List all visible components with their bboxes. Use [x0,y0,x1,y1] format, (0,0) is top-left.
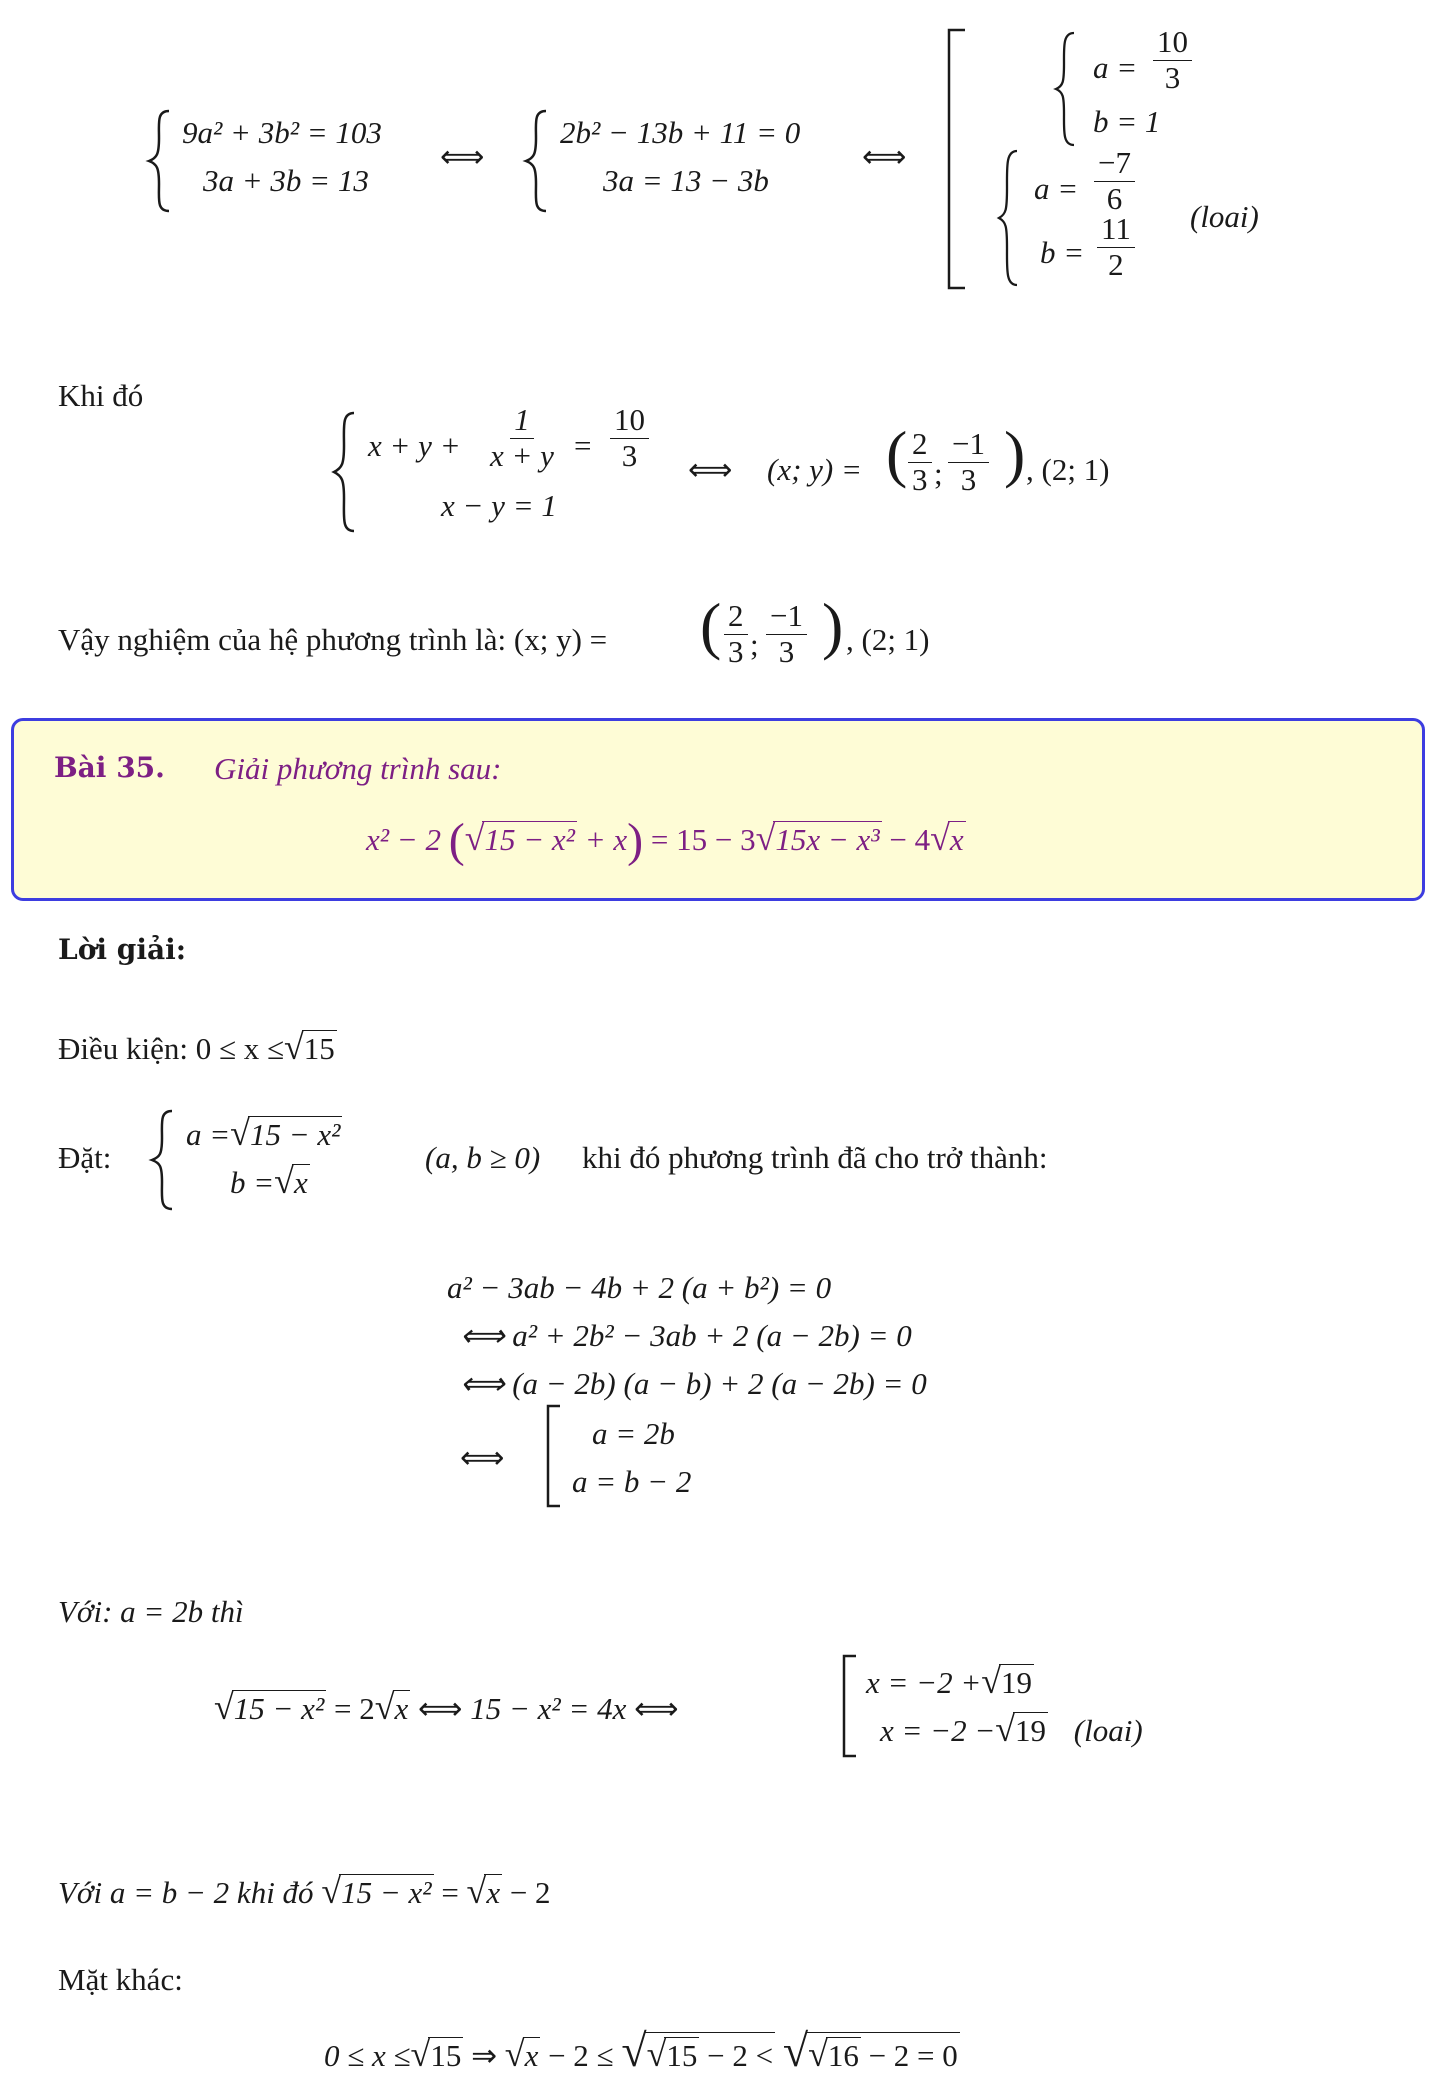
sqrt-icon: √ [782,2025,809,2076]
semicolon: ; [750,627,759,662]
case-a-eq-2b: a = 2b [592,1416,675,1451]
final-sqrt1: 15 [430,2038,462,2073]
fraction-denominator: 3 [1164,59,1181,95]
left-brace-icon [522,108,552,214]
eq-part2: + x [584,822,628,857]
sqrt-icon: √ [808,2034,828,2074]
system1-eq2: 3a + 3b = 13 [203,163,369,198]
khido-eq1-prefix: x + y + [368,428,461,463]
sqrt-icon: √ [230,1113,250,1153]
dat-a-sqrt: 15 − x² [249,1117,341,1152]
final-outer1 [645,2032,775,2075]
paren-right: ) [627,814,644,867]
case1-sol2-sqrt: 19 [1015,1713,1047,1748]
fraction-numerator: 2 [908,428,932,463]
sol2-b-lhs: b = [1040,235,1085,270]
final-sqrt2: x [524,2038,539,2073]
case1-sol1 [866,1660,1034,1702]
condition-label: Điều kiện: 0 ≤ x ≤ [58,1031,285,1066]
khi-do-label: Khi đó [58,378,144,413]
sqrt-icon: √ [981,1661,1002,1701]
conclusion-frac1 [724,600,748,668]
khido-eq1-equals: = [574,428,592,463]
sol1-a-fraction [1153,26,1192,94]
dat-a-lhs: a = [186,1117,231,1152]
eq-sqrt3: x [949,822,964,857]
conclusion-frac2 [766,600,807,668]
paren-left: ( [448,814,465,867]
fraction-numerator: 10 [610,404,649,439]
sqrt-icon: √ [410,2034,431,2074]
paren-right: ) [1004,418,1026,489]
eq-part3: = 15 − 3 [650,822,756,857]
left-brace-icon [1052,30,1078,148]
fraction-numerator: 1 [510,404,534,439]
mat-khac-label: Mặt khác: [58,1962,183,1997]
paren-left: ( [700,590,722,661]
case1-equation [214,1686,679,1728]
iff-symbol: ⟺ [634,1691,679,1726]
case2-sqrt2: x [486,1875,501,1910]
final-sqrt3: 15 [666,2038,698,2073]
case2-label: Với a = b − 2 khi đó [58,1875,314,1910]
system2-eq1: 2b² − 13b + 11 = 0 [560,115,801,150]
khido-eq1-fraction [486,404,558,472]
dat-a [186,1112,342,1154]
khido-frac1 [908,428,932,496]
sol1-a-lhs: a = [1093,50,1138,85]
sol2-a-fraction [1094,147,1135,215]
fraction-numerator: 10 [1153,26,1192,61]
case1-sol1-pre: x = −2 + [866,1665,982,1700]
dat-condition: (a, b ≥ 0) [425,1140,541,1175]
fraction-denominator: 3 [778,633,795,669]
dat-b-lhs: b = [230,1165,275,1200]
left-bracket-icon [544,1404,564,1508]
dat-b [230,1160,310,1202]
case1-label: Với: a = 2b thì [58,1594,244,1629]
final-tail: − 2 = 0 [868,2038,958,2073]
dat-suffix: khi đó phương trình đã cho trở thành: [582,1140,1048,1175]
fraction-denominator: 3 [621,437,638,473]
derivation-line1: a² − 3ab − 4b + 2 (a + b²) = 0 [447,1270,832,1305]
loai-note: (loai) [1190,199,1259,234]
dat-label: Đặt: [58,1140,112,1175]
sqrt-icon: √ [995,1709,1016,1749]
left-brace-icon [995,148,1021,288]
condition-sqrt: 15 [303,1031,335,1066]
iff-symbol: ⟺ [418,1691,463,1726]
iff-symbol: ⟺ [460,1440,505,1475]
problem-equation [366,813,966,868]
system1-eq1: 9a² + 3b² = 103 [182,115,382,150]
case1-loai: (loai) [1073,1713,1143,1748]
paren-left: ( [886,418,908,489]
khido-result-prefix: (x; y) = [767,452,862,487]
case1-sol1-sqrt: 19 [1001,1665,1033,1700]
fraction-denominator: 2 [1108,246,1124,282]
case1-sol2-pre: x = −2 − [880,1713,996,1748]
conclusion-text: Vậy nghiệm của hệ phương trình là: (x; y) = [58,622,608,657]
semicolon: ; [934,456,943,491]
derivation-line2: ⟺ a² + 2b² − 3ab + 2 (a − 2b) = 0 [460,1318,912,1353]
iff-symbol: ⟺ [440,139,485,174]
case1-mid: = 2 [334,1691,375,1726]
case1-sol2 [880,1708,1143,1750]
condition [58,1026,337,1068]
sqrt-icon: √ [214,1687,234,1727]
sqrt-icon: √ [274,1161,294,1201]
case1-iff: 15 − x² = 4x [470,1691,627,1726]
system2-eq2: 3a = 13 − 3b [603,163,769,198]
eq-sqrt2: 15x − x³ [775,822,880,857]
khido-result-suffix: , (2; 1) [1026,452,1110,487]
sqrt-icon: √ [466,1871,487,1911]
final-arrow: ⇒ [471,2038,498,2073]
case1-sqrt2: x [394,1691,409,1726]
case2-tail: − 2 [509,1875,551,1910]
eq-sqrt1: 15 − x² [484,822,575,857]
sqrt-icon: √ [755,818,776,858]
dat-b-sqrt: x [293,1165,308,1200]
problem-prompt: Giải phương trình sau: [214,751,502,786]
sqrt-icon: √ [321,1871,342,1911]
fraction-denominator: 3 [960,461,977,497]
final-inequality [324,2024,960,2077]
final-mid: − 2 ≤ [548,2038,614,2073]
case-a-eq-b-minus-2: a = b − 2 [572,1464,692,1499]
sqrt-icon: √ [930,818,950,858]
left-brace-icon [330,410,360,534]
fraction-numerator: −7 [1094,147,1135,182]
fraction-denominator: x + y [490,437,554,473]
problem-box [11,718,1425,901]
solution-heading: Lời giải: [58,933,187,966]
khido-frac2 [948,428,989,496]
left-bracket-icon [945,28,969,290]
sqrt-icon: √ [284,1027,304,1067]
fraction-numerator: −1 [948,428,989,463]
case2-sqrt: 15 − x² [341,1875,432,1910]
final-pre: 0 ≤ x ≤ [324,2038,411,2073]
fraction-numerator: 11 [1097,213,1135,248]
sqrt-icon: √ [504,2034,525,2074]
khido-eq1-rhs [610,404,649,472]
left-brace-icon [148,1108,178,1212]
paren-right: ) [822,590,844,661]
fraction-numerator: −1 [766,600,807,635]
sol2-a-lhs: a = [1034,171,1079,206]
case2-eq: = [441,1875,459,1910]
sol2-b-fraction [1097,213,1135,281]
khido-eq2: x − y = 1 [441,488,557,523]
sqrt-icon: √ [464,818,485,858]
sqrt-icon: √ [374,1687,395,1727]
problem-title: Bài 35. [54,751,165,784]
sol1-b: b = 1 [1093,104,1161,139]
left-brace-icon [145,108,175,214]
left-bracket-icon [840,1654,860,1758]
fraction-denominator: 6 [1106,180,1123,216]
iff-symbol: ⟺ [862,139,907,174]
final-outer2 [806,2032,960,2075]
case2-line [58,1870,551,1912]
iff-symbol: ⟺ [688,452,733,487]
derivation-line3: ⟺ (a − 2b) (a − b) + 2 (a − 2b) = 0 [460,1366,927,1401]
case1-sqrt: 15 − x² [233,1691,325,1726]
final-sqrt4: 16 [827,2038,859,2073]
eq-part1: x² − 2 [366,822,441,857]
fraction-numerator: 2 [724,600,748,635]
fraction-denominator: 3 [728,633,744,669]
sqrt-icon: √ [646,2034,667,2074]
fraction-denominator: 3 [912,461,928,497]
final-mid2: − 2 < [707,2038,774,2073]
sqrt-icon: √ [621,2025,647,2076]
conclusion-suffix: , (2; 1) [846,622,930,657]
eq-part4: − 4 [889,822,931,857]
